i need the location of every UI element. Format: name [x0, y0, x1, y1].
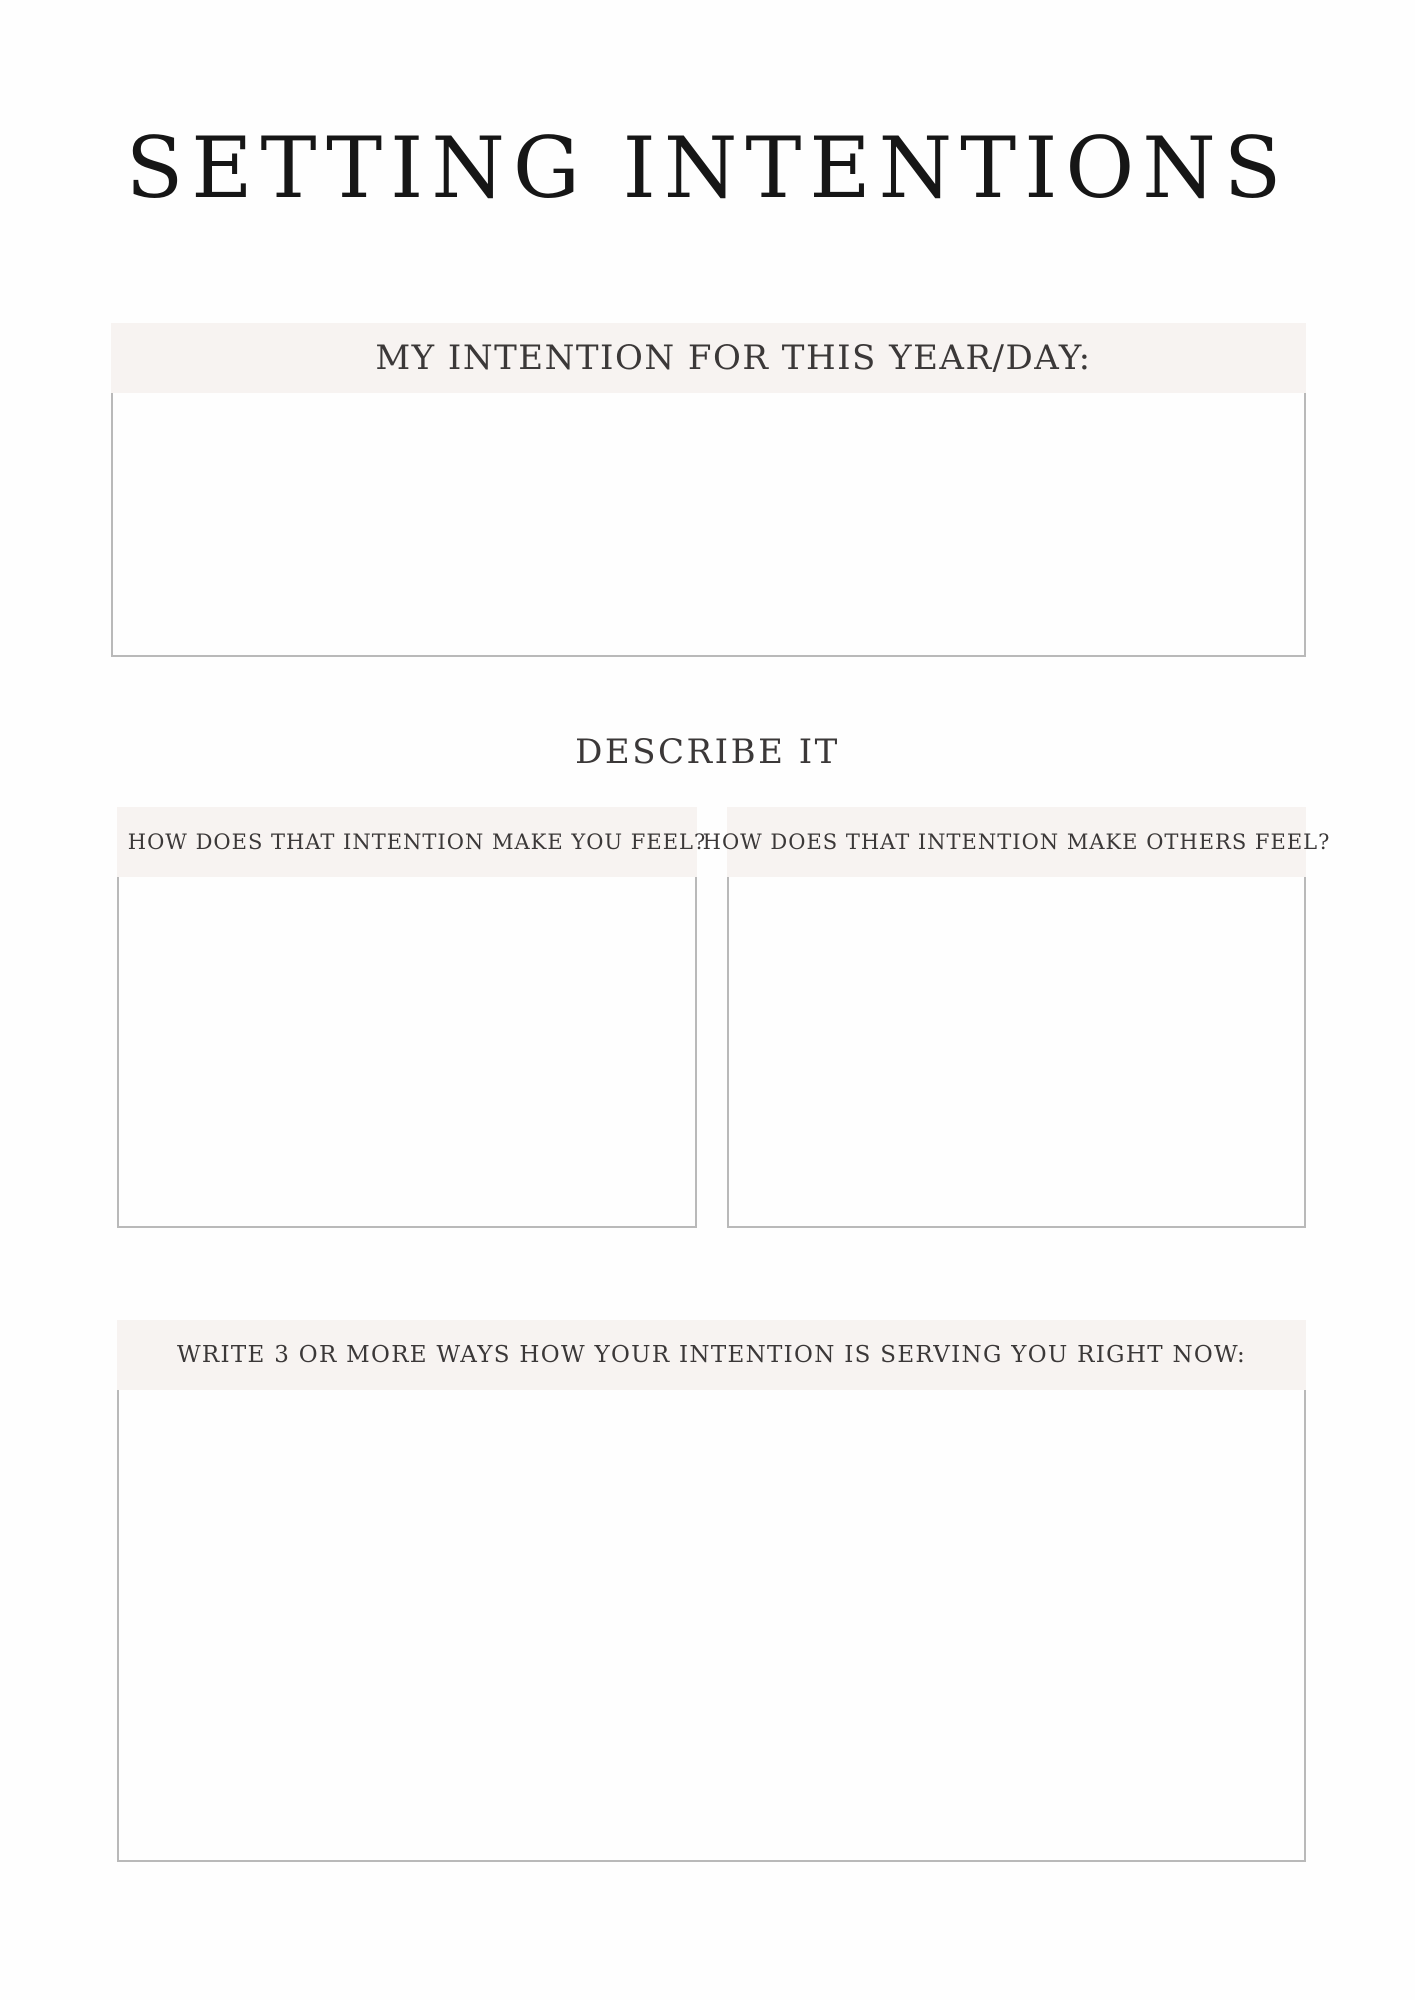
serving-writing-area[interactable]	[117, 1390, 1306, 1862]
intention-writing-area[interactable]	[111, 393, 1306, 657]
feel-writing-area[interactable]	[117, 877, 697, 1228]
describe-heading: DESCRIBE IT	[575, 732, 840, 772]
others-feel-writing-area[interactable]	[727, 877, 1306, 1228]
others-feel-prompt-heading: HOW DOES THAT INTENTION MAKE OTHERS FEEL?	[727, 807, 1306, 877]
intention-heading: MY INTENTION FOR THIS YEAR/DAY:	[111, 323, 1306, 393]
feel-prompt-heading: HOW DOES THAT INTENTION MAKE YOU FEEL?	[117, 807, 697, 877]
serving-heading: WRITE 3 OR MORE WAYS HOW YOUR INTENTION IS SERVING YOU RIGHT NOW:	[117, 1320, 1306, 1390]
page-title: SETTING INTENTIONS	[125, 119, 1290, 217]
